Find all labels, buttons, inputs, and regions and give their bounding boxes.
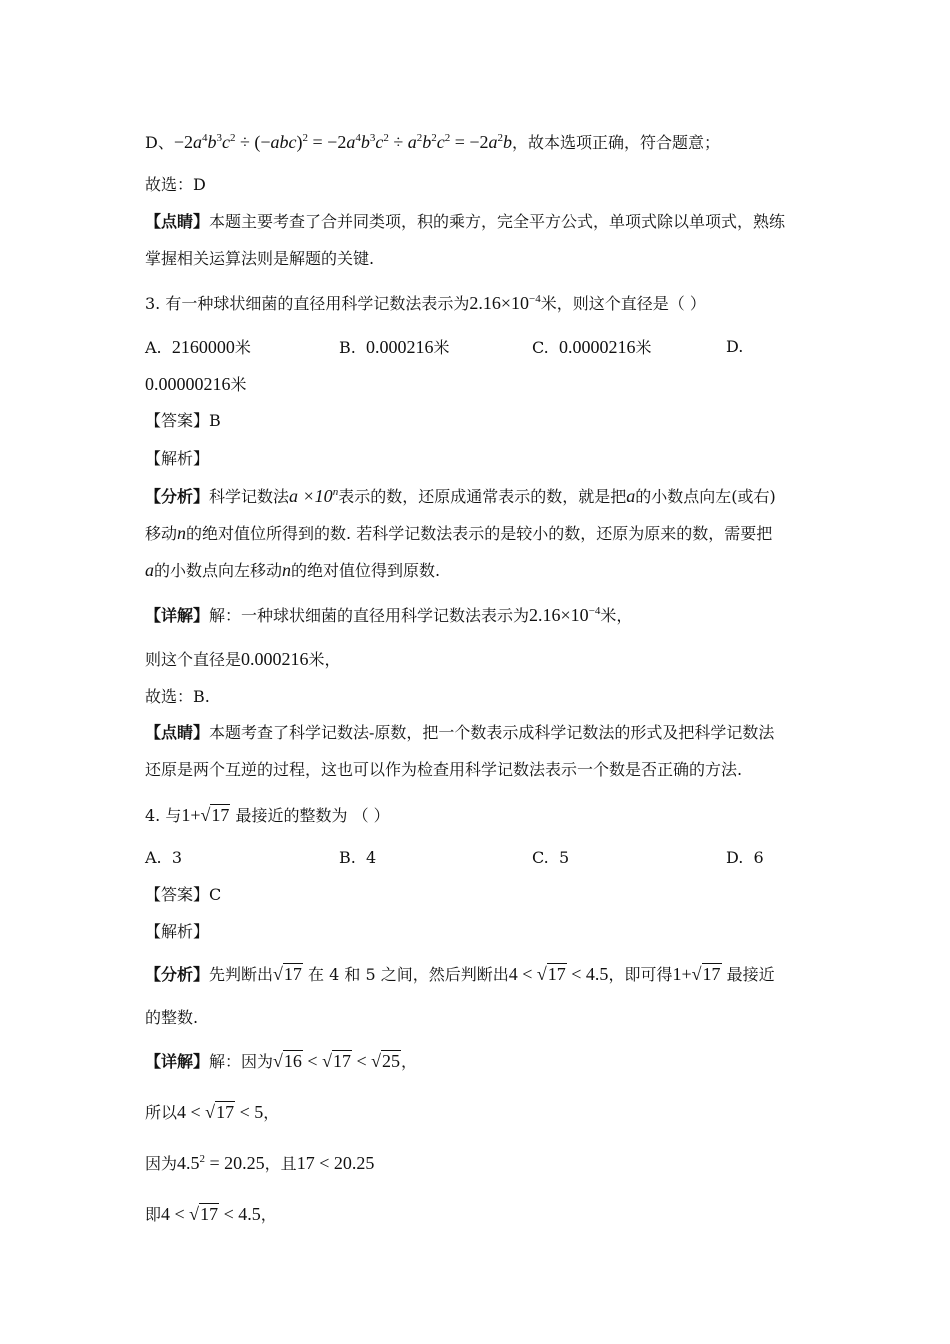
- q3-option-a: A. 2160000米: [145, 337, 251, 357]
- math-expression: $-2a^4b^3c^2 \div (-abc)^2 = -2a^4b^3c^2 \div a^2b^2c^2 = -2a^2b$: [173, 132, 513, 152]
- q4-detail-4: 即4 < √17 < 4.5，: [145, 1204, 277, 1224]
- q3-option-d-label: D.: [726, 337, 744, 356]
- q4-stem: 4. 与1+√17 最接近的整数为 （ ）: [145, 805, 390, 825]
- q3-text-a: 3. 有一种球状细菌的直径用科学记数法表示为: [145, 294, 470, 313]
- q4-option-b: B. 4: [339, 848, 377, 867]
- q3-comment-1: 【点睛】本题考查了科学记数法-原数，把一个数表示成科学记数法的形式及把科学记数法: [145, 723, 775, 742]
- q3-option-c: C. 0.0000216米: [532, 337, 652, 357]
- text: 本题主要考查了合并同类项，积的乘方，完全平方公式，单项式除以单项式，熟练: [209, 212, 786, 231]
- q3-analysis-2: 移动n的绝对值位所得到的数. 若科学记数法表示的是较小的数，还原为原来的数，需要把: [145, 523, 773, 543]
- q4-answer: 【答案】C: [145, 885, 222, 904]
- q4-analysis-1: 【分析】先判断出√17 在 4 和 5 之间，然后判断出4 < √17 < 4.5，即可得1+√17 最接近: [145, 964, 775, 984]
- q3-stem: [145, 292, 706, 315]
- prefix: D、: [145, 133, 174, 152]
- q3-option-b: B. 0.000216米: [339, 337, 450, 357]
- suffix: ，故本选项正确，符合题意；: [512, 133, 721, 152]
- q3-analysis-head: 【解析】: [145, 449, 210, 468]
- q4-option-c: C. 5: [532, 848, 570, 867]
- q4-analysis-head: 【解析】: [145, 922, 210, 941]
- q4-detail-3: 因为$4.5^2 = 20.25$，且17 < 20.25: [145, 1153, 375, 1173]
- q3-comment-2: 还原是两个互逆的过程，这也可以作为检查用科学记数法表示一个数是否正确的方法.: [145, 760, 743, 779]
- q3-answer: 【答案】B: [145, 411, 221, 430]
- q4-option-d: D. 6: [726, 848, 764, 867]
- tag: 【点睛】: [145, 212, 210, 231]
- q4-option-a: A. 3: [145, 848, 182, 867]
- comment-line-2: 掌握相关运算法则是解题的关键.: [145, 249, 375, 268]
- q3-option-d-value: 0.00000216米: [145, 374, 247, 394]
- q3-text-b: 米，则这个直径是（ ）: [540, 294, 706, 313]
- q3-detail-3: 故选：B.: [145, 687, 210, 706]
- comment-line-1: [145, 211, 785, 233]
- sci-notation: $a \times 10^n$: [289, 486, 339, 506]
- q3-detail-1: 【详解】解：一种球状细菌的直径用科学记数法表示为$2.16\times 10^{-4}$米，: [145, 605, 633, 625]
- q3-analysis-3: a的小数点向左移动n的绝对值位得到原数.: [145, 560, 441, 580]
- q4-detail-1: 【详解】解：因为√16 < √17 < √25，: [145, 1051, 418, 1071]
- q3-analysis-1: 【分析】科学记数法$a \times 10^n$表示的数，还原成通常表示的数，就是把a的小数点向左(或右): [145, 486, 776, 506]
- choose-d: 故选：D: [145, 175, 206, 194]
- q3-detail-2: 则这个直径是0.000216米，: [145, 649, 341, 669]
- q4-analysis-2: 的整数.: [145, 1008, 199, 1027]
- q4-detail-2: 所以4 < √17 < 5，: [145, 1102, 280, 1122]
- line-d-option: [145, 131, 720, 154]
- q3-sci: $2.16\times 10^{-4}$: [469, 293, 541, 313]
